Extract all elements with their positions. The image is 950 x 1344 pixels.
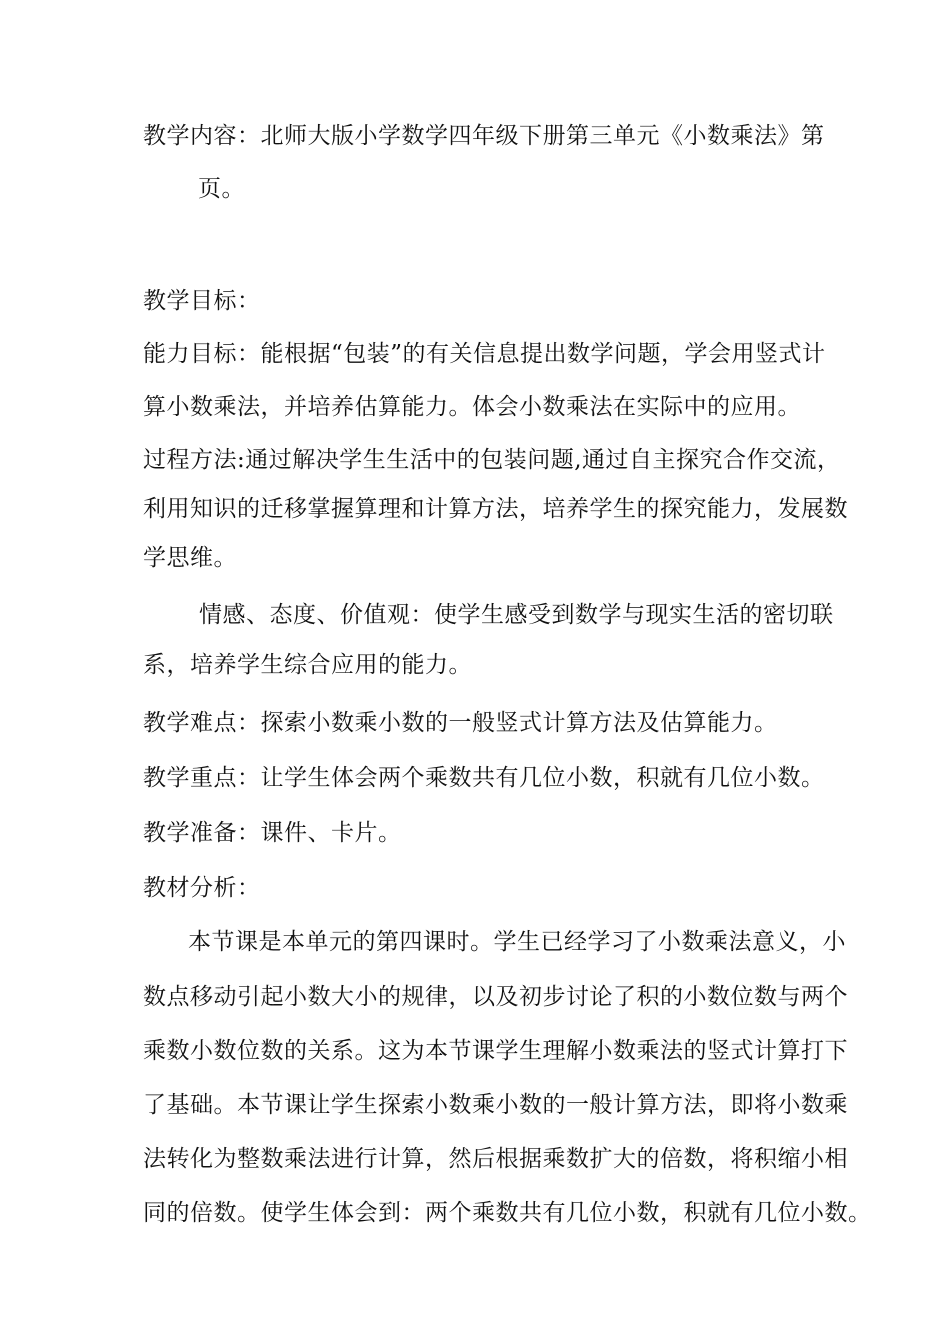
analysis-paragraph-line-2: 数点移动引起小数大小的规律，以及初步讨论了积的小数位数与两个 [143, 984, 848, 1010]
teaching-difficulty-line: 教学难点：探索小数乘小数的一般竖式计算方法及估算能力。 [143, 710, 778, 736]
analysis-paragraph-line-3: 乘数小数位数的关系。这为本节课学生理解小数乘法的竖式计算打下 [143, 1038, 848, 1064]
analysis-paragraph-line-5: 法转化为整数乘法进行计算，然后根据乘数扩大的倍数，将积缩小相 [143, 1146, 848, 1172]
ability-goal-line-1: 能力目标：能根据“包装”的有关信息提出数学问题，学会用竖式计 [143, 341, 826, 367]
ability-goal-line-2: 算小数乘法，并培养估算能力。体会小数乘法在实际中的应用。 [143, 394, 801, 420]
analysis-paragraph-line-1: 本节课是本单元的第四课时。学生已经学习了小数乘法意义，小 [188, 929, 846, 955]
teaching-content-line-2: 页。 [198, 176, 245, 202]
teaching-preparation-line: 教学准备：课件、卡片。 [143, 820, 402, 846]
emotion-attitude-line-1: 情感、态度、价值观：使学生感受到数学与现实生活的密切联 [199, 602, 834, 628]
teaching-goals-heading: 教学目标： [143, 288, 261, 314]
process-method-line-2: 利用知识的迁移掌握算理和计算方法，培养学生的探究能力，发展数 [143, 496, 848, 522]
analysis-paragraph-line-6: 同的倍数。使学生体会到：两个乘数共有几位小数，积就有几位小数。 [143, 1200, 872, 1226]
process-method-line-3: 学思维。 [143, 545, 237, 571]
teaching-content-line-1: 教学内容：北师大版小学数学四年级下册第三单元《小数乘法》第 [143, 123, 825, 149]
process-method-line-1: 过程方法:通过解决学生生活中的包装问题,通过自主探究合作交流， [143, 447, 841, 473]
emotion-attitude-line-2: 系，培养学生综合应用的能力。 [143, 652, 472, 678]
teaching-focus-line: 教学重点：让学生体会两个乘数共有几位小数，积就有几位小数。 [143, 765, 825, 791]
textbook-analysis-heading: 教材分析： [143, 875, 261, 901]
analysis-paragraph-line-4: 了基础。本节课让学生探索小数乘小数的一般计算方法，即将小数乘 [143, 1092, 848, 1118]
